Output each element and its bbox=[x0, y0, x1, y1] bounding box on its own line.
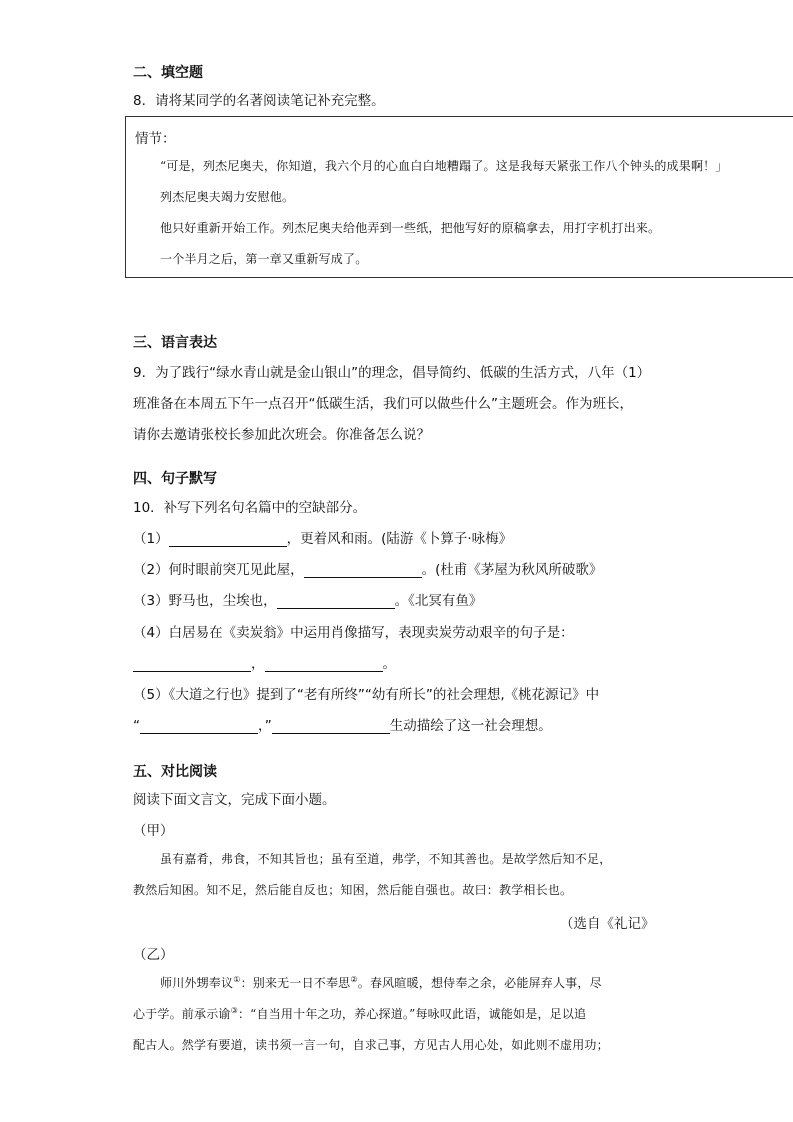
box-line: “可是，列杰尼奥夫，你知道，我六个月的心血白白地糟蹋了。这是我每天紧张工作八个钟头的成果啊！」 bbox=[160, 159, 728, 173]
answer-blank[interactable] bbox=[272, 719, 390, 734]
item-4: （4）白居易在《卖炭翁》中运用肖像描写，表现卖炭劳动艰辛的句子是： bbox=[133, 625, 574, 641]
open-quote: “ bbox=[133, 718, 140, 734]
passage-yi-line bbox=[160, 974, 602, 991]
box-line: 一个半月之后，第一章又重新写成了。 bbox=[160, 252, 368, 266]
passage-jia-line: 教然后知困。知不足，然后能自反也；知困，然后能自强也。故曰：教学相长也。 bbox=[133, 883, 573, 897]
section-heading-fill-blank: 二、填空题 bbox=[133, 65, 203, 81]
text: ：“自当用十年之功，养心探道。”每咏叹此语，诚能如是，足以追 bbox=[237, 1007, 587, 1021]
passage-jia-label: （甲） bbox=[133, 823, 174, 839]
item-3 bbox=[133, 589, 482, 609]
text: 。春风暄暖，想侍奉之余，必能屏弃人事，尽 bbox=[357, 976, 602, 990]
mid-quote: ，” bbox=[258, 718, 272, 734]
question-8: 8．请将某同学的名著阅读笔记补充完整。 bbox=[133, 93, 385, 109]
item-text: ，更着风和雨。(陆游《卜算子·咏梅》 bbox=[286, 531, 513, 547]
passage-jia-line: 虽有嘉肴，弗食，不知其旨也；虽有至道，弗学，不知其善也。是故学然后知不足， bbox=[160, 852, 612, 866]
item-label: （1） bbox=[133, 531, 169, 547]
box-line: 他只好重新开始工作。列杰尼奥夫给他弄到一些纸，把他写好的原稿拿去，用打字机打出来。 bbox=[160, 221, 661, 235]
passage-yi-line bbox=[133, 1005, 586, 1022]
period: 。 bbox=[382, 656, 396, 672]
question-9-line: 班准备在本周五下午一点召开“低碳生活，我们可以做些什么”主题班会。作为班长， bbox=[133, 396, 633, 412]
comma: ， bbox=[251, 656, 265, 672]
question-9-line: 9．为了践行“绿水青山就是金山银山”的理念，倡导简约、低碳的生活方式，八年（1） bbox=[133, 365, 651, 381]
footnote-1: ① bbox=[233, 975, 241, 984]
text: 师川外甥奉议 bbox=[160, 976, 234, 990]
reading-intro: 阅读下面文言文，完成下面小题。 bbox=[133, 792, 336, 808]
box-line: 列杰尼奥夫竭力安慰他。 bbox=[160, 190, 295, 204]
item-5-blanks bbox=[133, 714, 552, 734]
question-9-line: 请你去邀请张校长参加此次班会。你准备怎么说？ bbox=[133, 427, 430, 443]
item-text: 生动描绘了这一社会理想。 bbox=[389, 718, 552, 734]
item-text: （3）野马也，尘埃也， bbox=[133, 593, 277, 609]
answer-blank[interactable] bbox=[277, 594, 395, 609]
passage-yi-line: 配古人。然学有要道，读书须一言一句，自求己事，方见古人用心处，如此则不虚用功； bbox=[133, 1038, 609, 1052]
footnote-2: ② bbox=[350, 975, 358, 984]
passage-jia-source: （选自《礼记》 bbox=[560, 916, 655, 932]
section-heading-comparative: 五、对比阅读 bbox=[133, 764, 217, 780]
item-text: 。《北冥有鱼》 bbox=[394, 593, 483, 609]
passage-yi-label: （乙） bbox=[133, 947, 174, 963]
answer-blank[interactable] bbox=[133, 657, 251, 672]
answer-blank[interactable] bbox=[169, 532, 287, 547]
item-text: 。(杜甫《茅屋为秋风所破歌》 bbox=[421, 562, 603, 578]
answer-blank[interactable] bbox=[265, 657, 383, 672]
box-label: 情节： bbox=[135, 131, 176, 147]
item-text: （2）何时眼前突兀见此屋， bbox=[133, 562, 304, 578]
section-heading-dictation: 四、句子默写 bbox=[133, 471, 217, 487]
item-2 bbox=[133, 558, 602, 578]
answer-blank[interactable] bbox=[140, 719, 258, 734]
text: 心于学。前承示谕 bbox=[133, 1007, 231, 1021]
item-5: （5）《大道之行也》提到了“老有所终”“幼有所长”的社会理想,《桃花源记》中 bbox=[133, 687, 600, 703]
section-heading-language: 三、语言表达 bbox=[133, 335, 217, 351]
question-10: 10．补写下列名句名篇中的空缺部分。 bbox=[133, 500, 367, 516]
item-4-blanks bbox=[133, 652, 396, 672]
item-1 bbox=[133, 527, 512, 547]
answer-blank[interactable] bbox=[304, 563, 422, 578]
footnote-3: ③ bbox=[230, 1006, 238, 1015]
text: ：别来无一日不奉思 bbox=[240, 976, 351, 990]
